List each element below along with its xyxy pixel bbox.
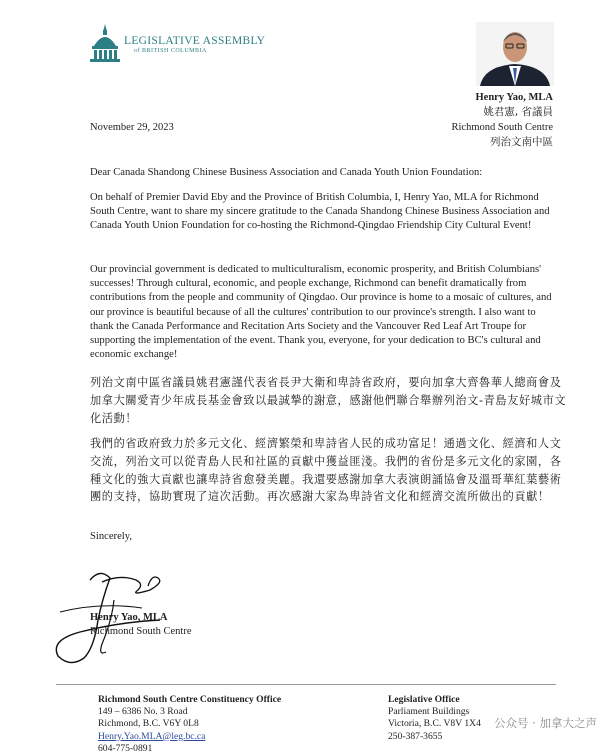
paragraph-zh-1: 列治文南中區省議員姚君憲謹代表省長尹大衛和卑詩省政府，要向加拿大齊魯華人總商會及加拿大關愛青少年成長基金會致以最誠摯的謝意，感謝他們聯合舉辦列治文-青島友好城市文化活動！: [90, 376, 567, 425]
constituency-email-link[interactable]: Henry.Yao.MLA@leg.bc.ca: [98, 730, 206, 742]
closing: Sincerely,: [90, 531, 132, 542]
constituency-phone: 604-775-0891: [98, 742, 153, 754]
footer-constituency-office: [98, 694, 281, 755]
paragraph-zh-2: 我們的省政府致力於多元文化、經濟繁榮和卑詩省人民的成功富足！通過文化、經濟和人文交流，列治文可以從青島人民和社區的貢獻中獲益匪淺。我們的省份是多元文化的家園，各種文化的強大貢獻也讓卑詩省愈發美麗。我還要感謝加拿大表演朗誦協會及溫哥華紅葉藝術團的支持，協助實現了這次活動。再次感謝大家為卑詩省文化和經濟交流所做出的貢獻！: [90, 437, 562, 504]
logo-title: LEGISLATIVE ASSEMBLY: [124, 35, 266, 47]
letter-date: November 29, 2023: [90, 122, 174, 133]
wechat-watermark: 公众号 · 加拿大之声: [494, 716, 597, 730]
constituency-address-2: Richmond, B.C. V6Y 0L8: [98, 718, 199, 730]
signature-name: Henry Yao, MLA: [90, 612, 168, 623]
paragraph-2: Our provincial government is dedicated to multiculturalism, economic prosperity, and British Columbians' successes! Through cultural, economic, and people exchange, Richmond can benefit dramatically from contributions from the people and community of Qingdao. Our province is home to a mosaic of cultures, and our province is beautiful because of all the cultures' contribution to our province's strength. I also want to thank the Canada Performance and Recitation Arts Society and the Vancouver Red Leaf Art Troupe for supporting the implementation of the event. Thank you, everyone, for your dedication to BC's cultural and economic exchange!: [90, 264, 552, 361]
legislative-address-1: Parliament Buildings: [388, 706, 470, 718]
header-name-zh: 姚君憲, 省議員: [483, 106, 553, 118]
logo-subtitle: of BRITISH COLUMBIA: [134, 48, 207, 54]
mla-portrait: [476, 22, 554, 86]
legislative-office-title: Legislative Office: [388, 694, 460, 705]
constituency-office-title: Richmond South Centre Constituency Office: [98, 694, 282, 705]
signature-block: [90, 611, 192, 639]
legislature-dome-icon: [88, 22, 122, 64]
footer-legislative-office: [388, 694, 481, 743]
header-block: [452, 90, 554, 150]
constituency-address-1: 149 – 6386 No. 3 Road: [98, 706, 188, 718]
footer-divider: [56, 684, 556, 685]
header-name: Henry Yao, MLA: [475, 92, 553, 103]
signature-riding: Richmond South Centre: [90, 626, 192, 637]
legislative-address-2: Victoria, B.C. V8V 1X4: [388, 718, 481, 730]
legislative-phone: 250-387-3655: [388, 730, 443, 742]
paragraph-1: On behalf of Premier David Eby and the Province of British Columbia, I, Henry Yao, MLA for Richmond South Centre, want to share my sincere gratitude to the Canada Shandong Chinese Business Association and Canada Youth Union Foundation for co-hosting the Richmond-Qingdao Friendship City Cultural Event!: [90, 192, 550, 232]
header-riding-zh: 列治文南中區: [490, 136, 553, 148]
salutation: Dear Canada Shandong Chinese Business Association and Canada Youth Union Foundation:: [90, 167, 483, 178]
header-riding: Richmond South Centre: [451, 122, 553, 133]
